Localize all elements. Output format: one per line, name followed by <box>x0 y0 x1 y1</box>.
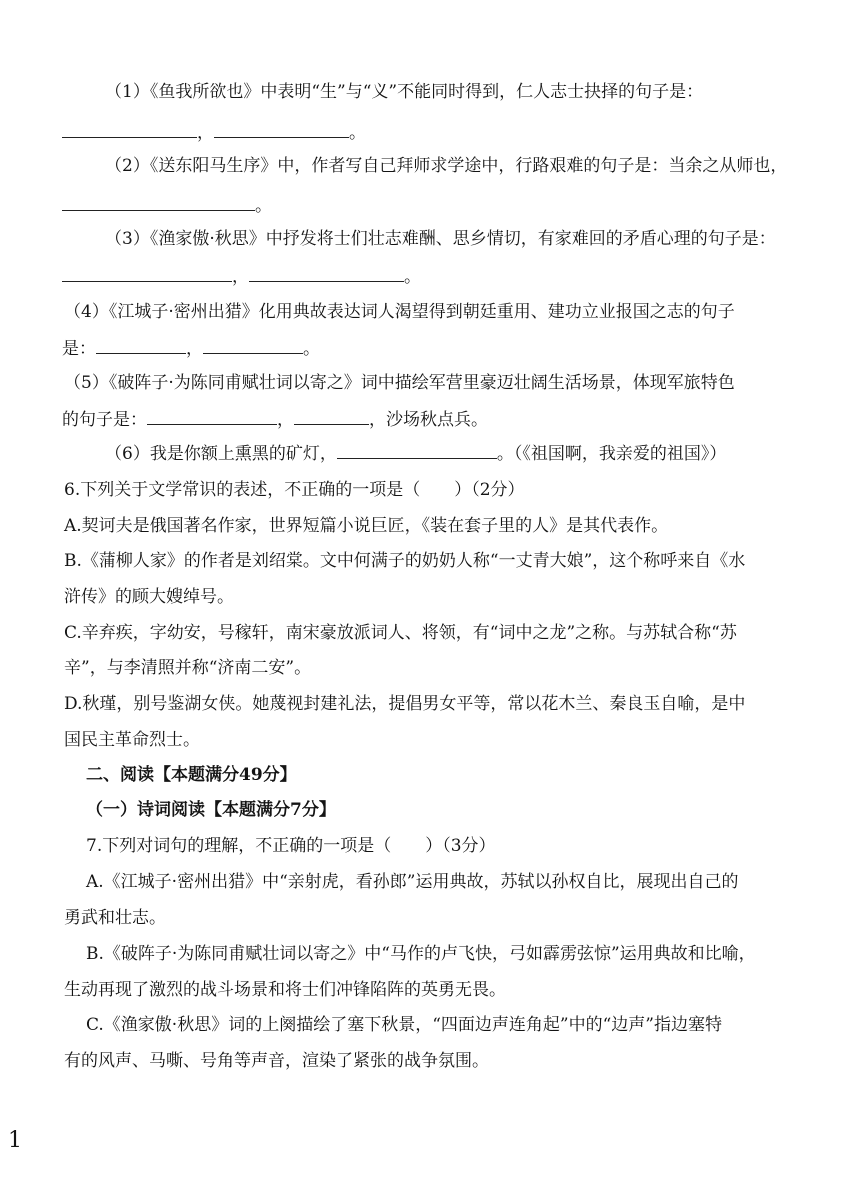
q5-item6-line <box>105 441 726 466</box>
q7-option-c-line1: C.《渔家傲·秋思》词的上阕描绘了塞下秋景，“四面边声连角起”中的“边声”指边塞特 <box>86 1015 722 1035</box>
q6-option-c-line1: C.辛弃疾，字幼安，号稼轩，南宋豪放派词人、将领，有“词中之龙”之称。与苏轼合称“苏 <box>64 623 737 643</box>
line-start: （6）我是你额上熏黑的矿灯， <box>105 444 337 464</box>
answer-blank[interactable] <box>62 120 197 138</box>
line-start: 的句子是： <box>62 410 147 430</box>
answer-blank[interactable] <box>203 336 303 354</box>
q7-stem: 7.下列对词句的理解，不正确的一项是（ ）（3分） <box>86 836 496 856</box>
q5-item5-prompt: （5）《破阵子·为陈同甫赋壮词以寄之》词中描绘军营里豪迈壮阔生活场景，体现军旅特色 <box>64 373 735 393</box>
line-end: 。 <box>303 339 320 359</box>
q6-option-d-line1: D.秋瑾，别号鉴湖女侠。她蔑视封建礼法，提倡男女平等，常以花木兰、秦良玉自喻，是中 <box>64 694 746 714</box>
answer-blank[interactable] <box>294 407 369 425</box>
separator: ， <box>277 410 294 430</box>
q7-option-b-line2: 生动再现了激烈的战斗场景和将士们冲锋陷阵的英勇无畏。 <box>64 980 506 1000</box>
q6-option-d-line2: 国民主革命烈士。 <box>64 730 200 750</box>
separator: ， <box>232 267 249 287</box>
page-number: 1 <box>8 1128 22 1153</box>
q5-item4-answer-line <box>62 336 320 361</box>
q6-option-b-line1: B.《蒲柳人家》的作者是刘绍棠。文中何满子的奶奶人称“一丈青大娘”，这个称呼来自《水 <box>64 551 746 571</box>
q7-option-c-line2: 有的风声、马嘶、号角等声音，渲染了紧张的战争氛围。 <box>64 1051 489 1071</box>
line-end: 。 <box>349 123 366 143</box>
line-end: 。 <box>404 267 421 287</box>
q6-option-c-line2: 辛”，与李清照并称“济南二安”。 <box>64 658 312 678</box>
q5-item1-answer-line <box>62 120 366 145</box>
answer-blank[interactable] <box>249 264 404 282</box>
line-end: 。 <box>255 196 272 216</box>
answer-blank[interactable] <box>62 193 255 211</box>
q5-item3-prompt: （3）《渔家傲·秋思》中抒发将士们壮志难酬、思乡情切，有家难回的矛盾心理的句子是： <box>105 229 776 249</box>
answer-blank[interactable] <box>214 120 349 138</box>
separator: ， <box>186 339 203 359</box>
q7-option-a-line2: 勇武和壮志。 <box>64 908 166 928</box>
line-start: 是： <box>62 339 96 359</box>
q5-item2-prompt: （2）《送东阳马生序》中，作者写自己拜师求学途中，行路艰难的句子是：当余之从师也， <box>105 156 788 176</box>
q5-item1-prompt: （1）《鱼我所欲也》中表明“生”与“义”不能同时得到，仁人志士抉择的句子是： <box>105 82 704 102</box>
q7-option-b-line1: B.《破阵子·为陈同甫赋壮词以寄之》中“马作的卢飞快，弓如霹雳弦惊”运用典故和比喻， <box>86 944 756 964</box>
line-end: ，沙场秋点兵。 <box>369 410 488 430</box>
q6-stem: 6.下列关于文学常识的表述，不正确的一项是（ ）（2分） <box>64 480 525 500</box>
q5-item3-answer-line <box>62 264 421 289</box>
q7-option-a-line1: A.《江城子·密州出猎》中“亲射虎，看孙郎”运用典故，苏轼以孙权自比，展现出自己的 <box>86 872 739 892</box>
separator: ， <box>197 123 214 143</box>
answer-blank[interactable] <box>62 264 232 282</box>
q5-item2-answer-line <box>62 193 272 218</box>
q6-option-b-line2: 浒传》的顾大嫂绰号。 <box>64 587 234 607</box>
section-heading: 二、阅读【本题满分49分】 <box>86 765 297 785</box>
q5-item4-prompt: （4）《江城子·密州出猎》化用典故表达词人渴望得到朝廷重用、建功立业报国之志的句子 <box>64 302 735 322</box>
q5-item5-answer-line <box>62 407 488 432</box>
answer-blank[interactable] <box>337 441 497 459</box>
answer-blank[interactable] <box>96 336 186 354</box>
answer-blank[interactable] <box>147 407 277 425</box>
line-end: 。（《祖国啊，我亲爱的祖国》） <box>496 444 727 464</box>
subsection-heading: （一）诗词阅读【本题满分7分】 <box>86 800 336 820</box>
q6-option-a: A.契诃夫是俄国著名作家，世界短篇小说巨匠，《装在套子里的人》是其代表作。 <box>64 516 669 536</box>
